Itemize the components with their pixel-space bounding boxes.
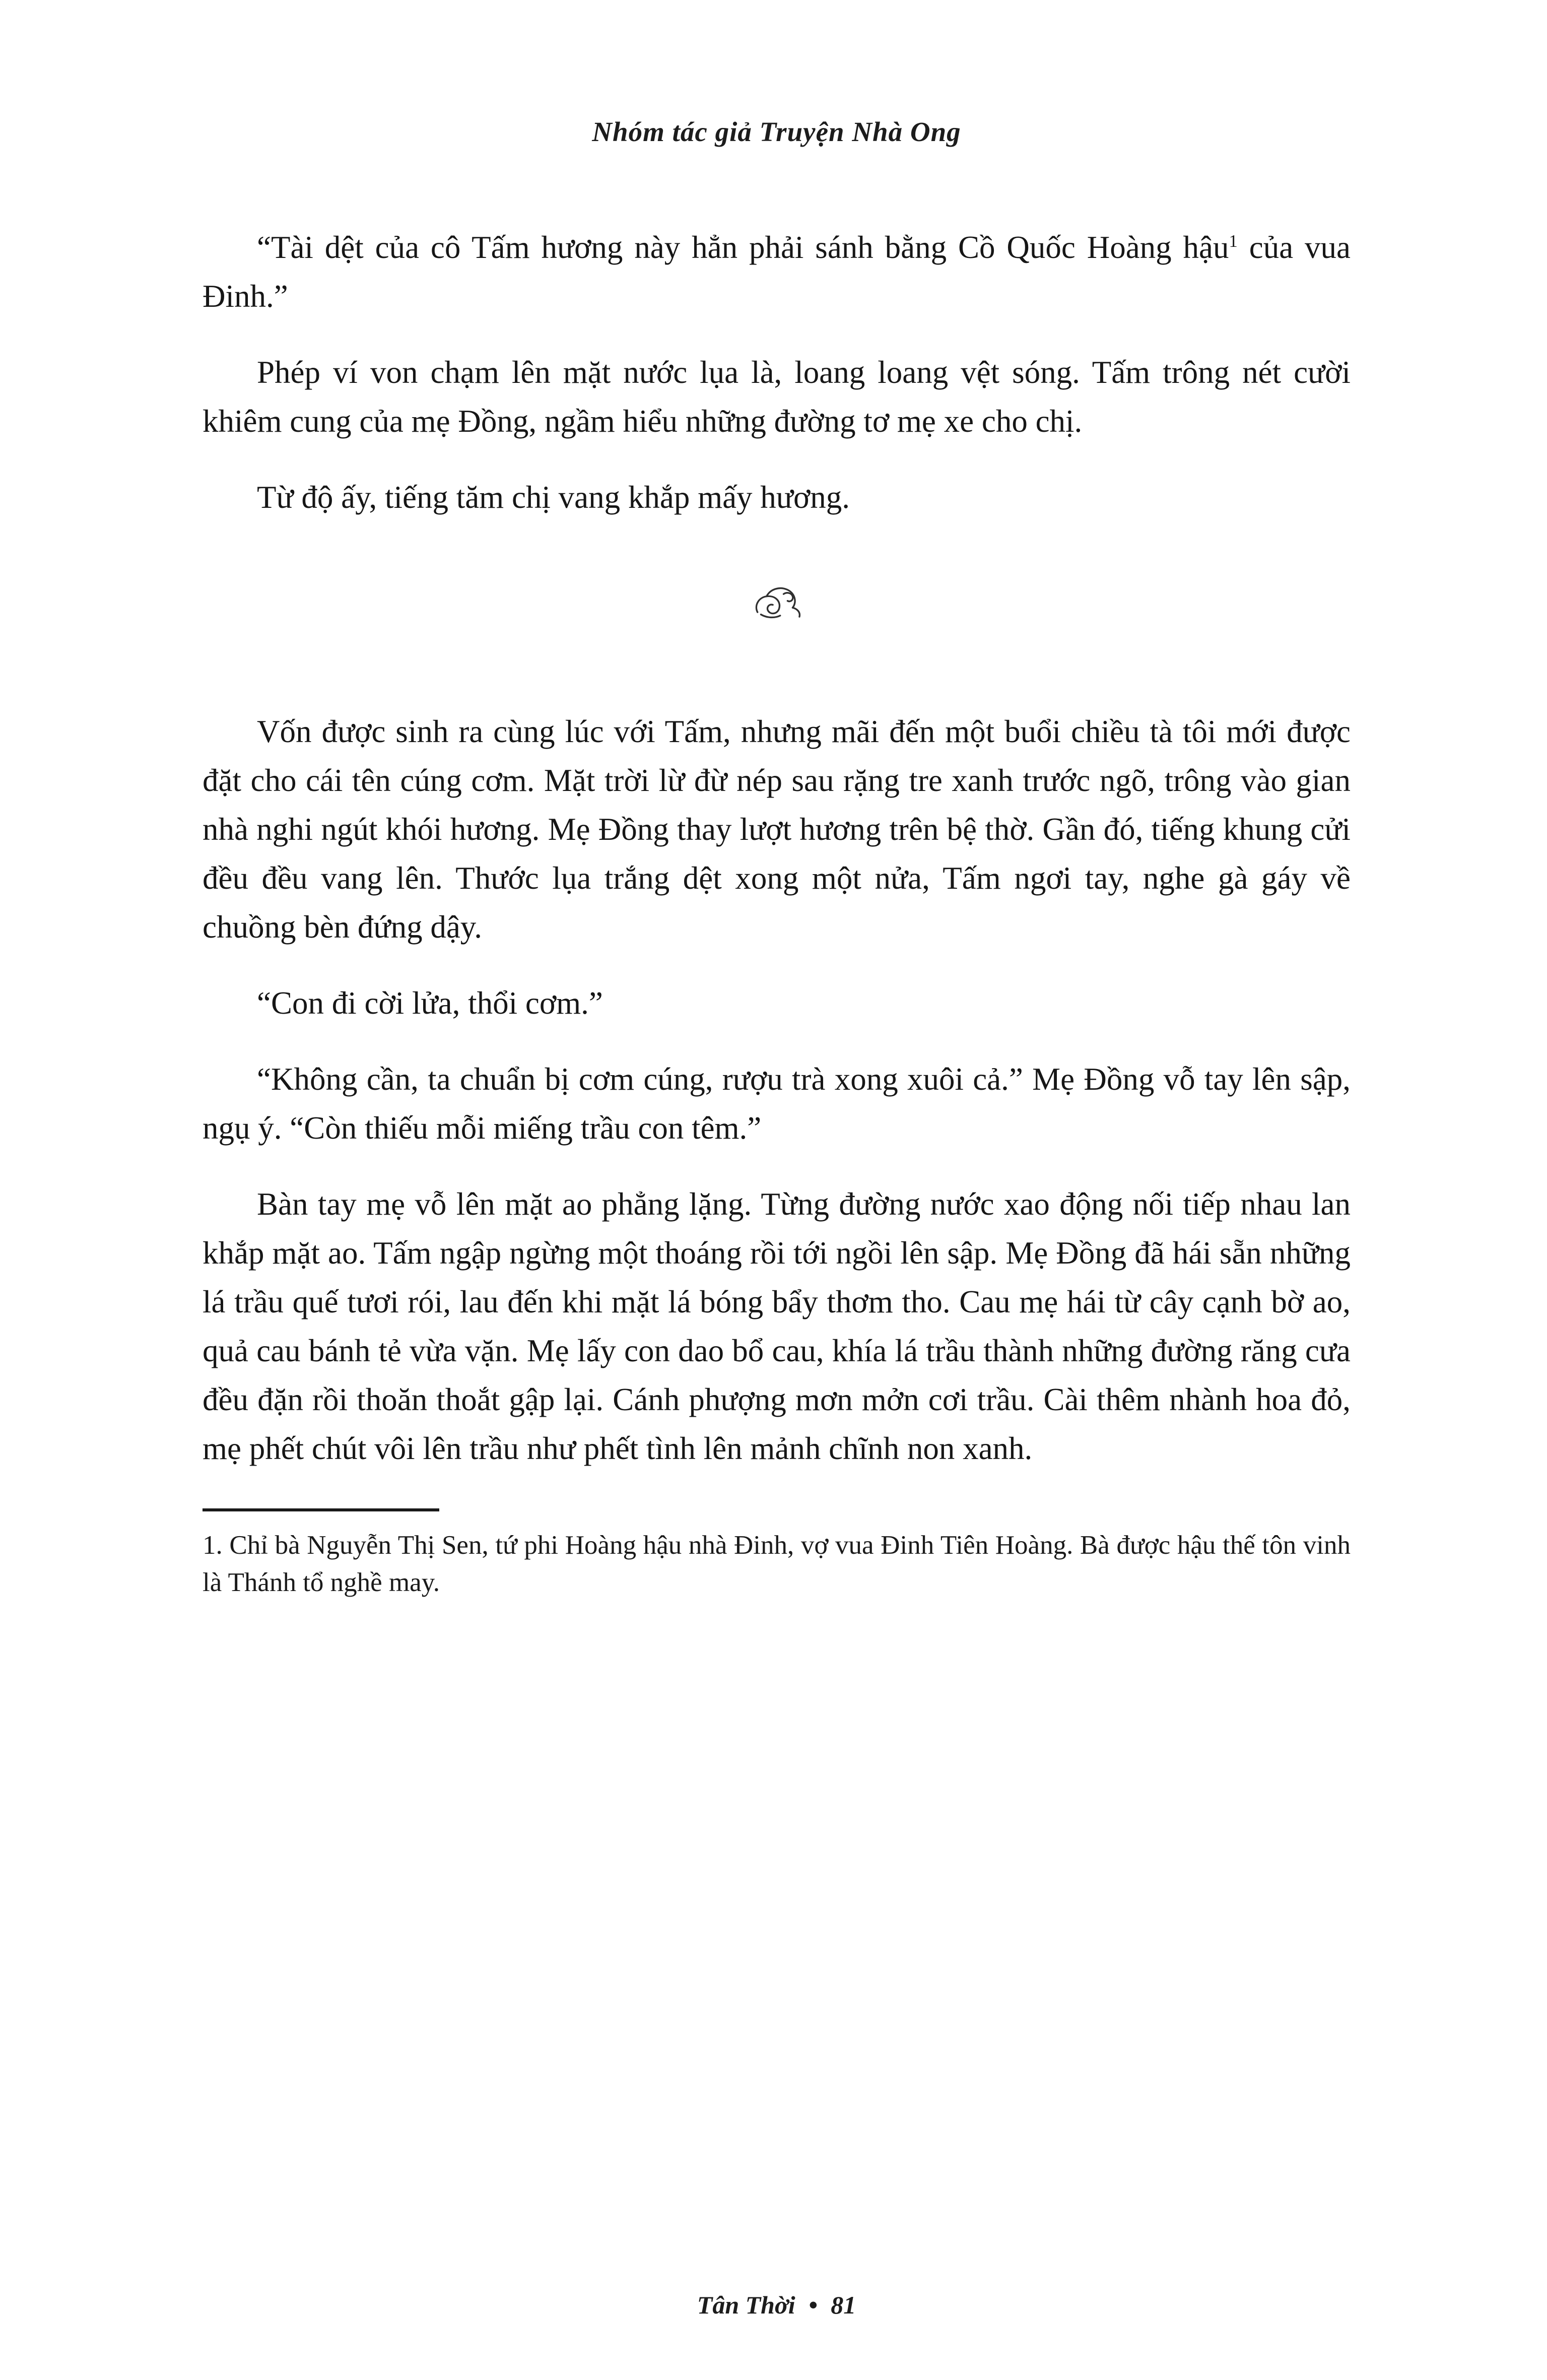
paragraph-ban-tay-me: Bàn tay mẹ vỗ lên mặt ao phẳng lặng. Từng đường nước xao động nối tiếp nhau lan khắp mặt ao. Tấm ngập ngừng một thoáng rồi tới ngồi lên sập. Mẹ Đồng đã hái sẵn những lá trầu quế tươi rói, lau đến khi mặt lá bóng bẩy thơm tho. Cau mẹ hái từ cây cạnh bờ ao, quả cau bánh tẻ vừa vặn. Mẹ lấy con dao bổ cau, khía lá trầu thành những đường răng cưa đều đặn rồi thoăn thoắt gập lại. Cánh phượng mơn mởn cơi trầu. Cài thêm nhành hoa đỏ, mẹ phết chút vôi lên trầu như phết tình lên mảnh chĩnh non xanh. — [203, 1186, 1351, 1466]
wave-flourish-ornament-icon — [750, 594, 804, 630]
section-divider — [203, 582, 1351, 637]
page-footer — [203, 2290, 1351, 2320]
book-title: Tân Thời — [697, 2291, 795, 2319]
footnote-text: 1. Chỉ bà Nguyễn Thị Sen, tứ phi Hoàng hậu nhà Đinh, vợ vua Đinh Tiên Hoàng. Bà được hậu thế tôn vinh là Thánh tổ nghề may. — [203, 1531, 1351, 1597]
page-number: 81 — [831, 2291, 856, 2319]
footnote-divider — [203, 1508, 439, 1511]
paragraph-phep-vi-von: Phép ví von chạm lên mặt nước lụa là, loang loang vệt sóng. Tấm trông nét cười khiêm cung của mẹ Đồng, ngầm hiểu những đường tơ mẹ xe cho chị. — [203, 355, 1351, 439]
footnote-block — [203, 1508, 1351, 1601]
running-header — [203, 116, 1351, 148]
paragraph-tu-do-ay: Từ độ ấy, tiếng tăm chị vang khắp mấy hương. — [257, 480, 850, 515]
footer-separator-dot: • — [809, 2291, 818, 2319]
running-header-text: Nhóm tác giả Truyện Nhà Ong — [592, 116, 961, 147]
page-body — [203, 223, 1351, 1473]
paragraph-text: của vua Đinh.” — [203, 230, 1351, 314]
paragraph-quote-tai-det — [203, 223, 1351, 321]
paragraph-von-duoc-sinh-ra: Vốn được sinh ra cùng lúc với Tấm, nhưng mãi đến một buổi chiều tà tôi mới được đặt cho cái tên cúng cơm. Mặt trời lừ đừ nép sau rặng tre xanh trước ngõ, trông vào gian nhà nghi ngút khói hương. Mẹ Đồng thay lượt hương trên bệ thờ. Gần đó, tiếng khung cửi đều đều vang lên. Thước lụa trắng dệt xong một nửa, Tấm ngơi tay, nghe gà gáy về chuồng bèn đứng dậy. — [203, 714, 1351, 945]
footnote-ref-1: 1 — [1229, 232, 1238, 251]
paragraph-text: “Tài dệt của cô Tấm hương này hẳn phải sánh bằng Cồ Quốc Hoàng hậu — [257, 230, 1229, 265]
paragraph-khong-can: “Không cần, ta chuẩn bị cơm cúng, rượu trà xong xuôi cả.” Mẹ Đồng vỗ tay lên sập, ngụ ý. “Còn thiếu mỗi miếng trầu con têm.” — [203, 1062, 1351, 1146]
paragraph-con-di-coi-lua: “Con đi cời lửa, thổi cơm.” — [257, 985, 603, 1021]
